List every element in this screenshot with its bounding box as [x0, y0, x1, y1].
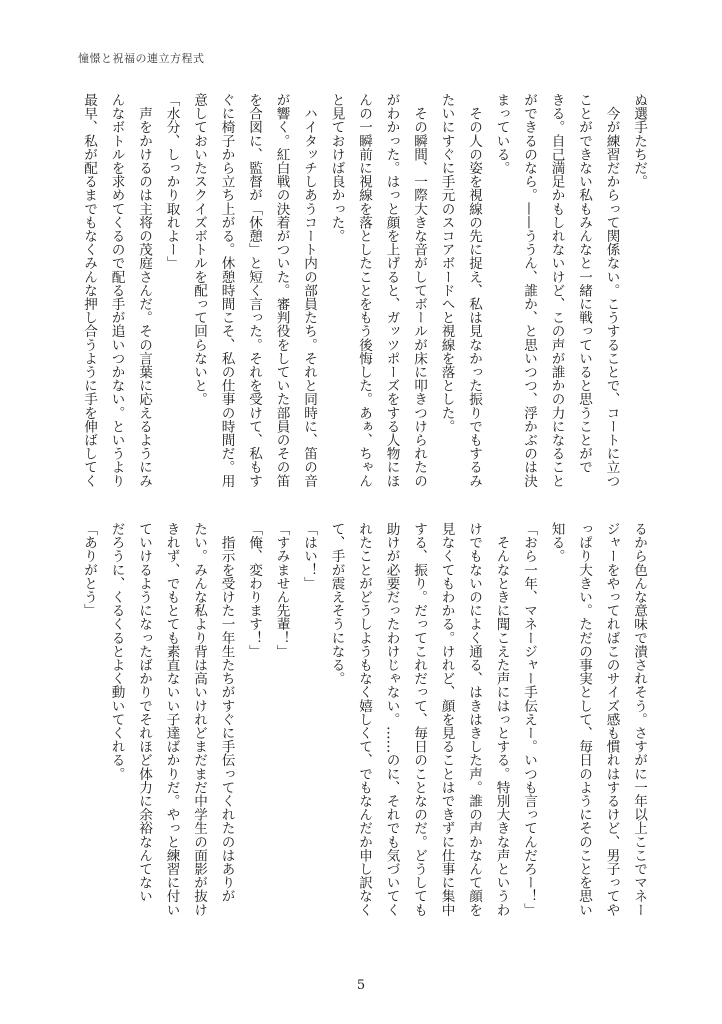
text-column: と見ておけば良かった。	[328, 93, 345, 243]
text-column: 声をかけるのは主将の茂庭さんだ。その言葉に応えるようにみ	[136, 93, 152, 488]
text-column: を合図に、監督が「休憩」と短く言った。それを受けて、私もす	[246, 93, 262, 488]
text-column: 見なくてもわかる。けれど、顔を見ることはできずに仕事に集中	[438, 522, 455, 917]
text-column: そんなときに聞こえた声にはっとする。特別大きな声というわ	[493, 522, 510, 917]
text-column: 「おら一年、マネージャー手伝えー。いつも言ってんだろー！」	[521, 522, 537, 917]
text-column: 「すみません先輩！」	[273, 522, 290, 658]
text-column: がわかった。はっと顔を上げると、ガッツポーズをする人物にほ	[383, 93, 400, 488]
text-column: たい。みんな私より背は高いけれどまだまだ中学生の面影が抜け	[191, 522, 207, 917]
text-column: ことができない私もみんなと一緒に戦っていると思うことがで	[576, 93, 592, 474]
text-column: だろうに、くるくるとよく動いてくれる。	[108, 522, 125, 781]
text-column: きれず、でもとても素直ないい子達ばかりだ。やっと練習に付い	[163, 522, 180, 917]
page-number: 5	[356, 978, 366, 993]
text-column: ぬ選手たちだ。	[631, 93, 647, 189]
text-column: 今が練習だからって関係ない。こうすることで、コートに立つ	[603, 93, 620, 488]
text-column: きる。自己満足かもしれないけど、この声が誰かの力になること	[548, 93, 565, 488]
text-column: けでもないのによく通る、はきはきした声。誰の声かなんて顔を	[466, 522, 482, 917]
text-column: んなボトルを求めてくるので配る手が追いつかない。というより	[108, 93, 125, 488]
text-column: っぱり大きい。ただの事実として、毎日のようにそのことを思い	[576, 522, 592, 917]
text-column: その瞬間、一際大きな音がしてボールが床に叩きつけられたの	[411, 93, 427, 488]
text-column: 最早、私が配るまでもなくみんな押し合うように手を伸ばしてく	[81, 93, 97, 488]
text-column: ぐに椅子から立ち上がる。休憩時間こそ、私の仕事の時間だ。用	[218, 93, 235, 488]
text-column: 指示を受けた一年生たちがすぐに手伝ってくれたのはありが	[218, 522, 235, 903]
text-column: 「俺、変わります！」	[246, 522, 262, 658]
text-column: 「水分、しっかり取れよー」	[163, 93, 180, 270]
text-block-top	[75, 93, 653, 503]
text-column: する、振り。だってこれだって、毎日のことなのだ。どうしても	[411, 522, 427, 917]
text-column: まっている。	[493, 93, 510, 175]
text-column: たいにすぐに手元のスコアボードへと視線を落とした。	[438, 93, 455, 433]
text-column: れたことがどうしようもなく嬉しくて、でもなんだか申し訳なく	[356, 522, 372, 917]
text-column: んの一瞬前に視線を落としたことをもう後悔した。あぁ、ちゃん	[356, 93, 372, 488]
text-column: ハイタッチしあうコート内の部員たち。それと同時に、笛の音	[301, 93, 317, 488]
text-column: 「ありがとう」	[81, 522, 97, 618]
text-column: 「はい！」	[301, 522, 317, 590]
text-block-bottom	[75, 522, 653, 937]
text-column: ができるのなら。——ううん、誰か、と思いつつ、浮かぶのは決	[521, 93, 537, 488]
text-column: ていけるようになったばかりでそれほど体力に余裕なんてない	[136, 522, 152, 903]
text-column: て、手が震えそうになる。	[328, 522, 345, 686]
text-column: が響く。紅白戦の決着がついた。審判役をしていた部員のその笛	[273, 93, 290, 488]
running-header-title: 憧憬と祝福の連立方程式	[78, 52, 205, 65]
text-column: 意しておいたスクイズボトルを配って回らないと。	[191, 93, 207, 406]
text-column: ジャーをやってればこのサイズ感も慣れはするけど、男子ってや	[603, 522, 620, 917]
text-column: その人の姿を視線の先に捉え、私は見なかった振りでもするみ	[466, 93, 482, 488]
text-column: るから色んな意味で潰されそう。さすがに一年以上ここでマネー	[631, 522, 647, 917]
text-column: 助けが必要だったわけじゃない。……のに、それでも気づいてく	[383, 522, 400, 917]
text-column: 知る。	[548, 522, 565, 563]
